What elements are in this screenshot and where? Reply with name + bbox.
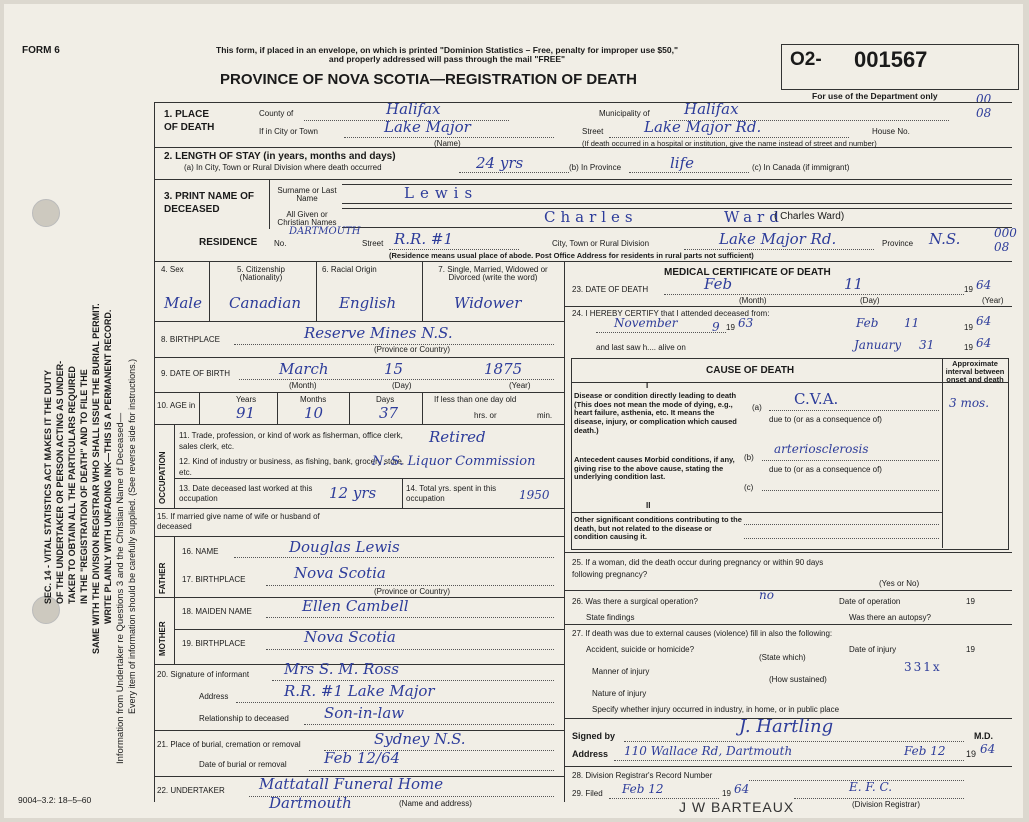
relationship-label: Relationship to deceased (199, 714, 289, 723)
city-value: Lake Major (384, 118, 471, 136)
rule (629, 172, 749, 173)
occupation-side-label: OCCUPATION (158, 451, 167, 504)
interval-label: Approximate interval between onset and death (945, 359, 1005, 384)
undertaker-label: 22. UNDERTAKER (157, 786, 225, 795)
death-month-caption: (Month) (739, 296, 767, 305)
surname-label: Surname or Last Name (277, 186, 337, 204)
rule (564, 624, 1012, 625)
rule (154, 102, 1012, 103)
city-label: If in City or Town (259, 127, 318, 136)
county-value: Halifax (386, 100, 441, 118)
sex-value: Male (164, 294, 202, 312)
rule (762, 460, 939, 461)
residence-street-label: Street (362, 239, 384, 248)
rule (459, 172, 569, 173)
side-instruction-7: Information from Undertaker re Questions 3 and the Christian Name of Deceased— (115, 412, 126, 764)
rule (349, 392, 350, 424)
antecedent-label: Antecedent causes Morbid conditions, if any, giving rise to the above cause, stating the underlying condition last. (574, 455, 735, 482)
due-to-a: due to (or as a consequence of) (769, 415, 882, 424)
signed-by-label: Signed by (572, 731, 616, 741)
registrar-signature: E. F. C. (849, 780, 893, 794)
attended-from-century: 19 (726, 323, 735, 332)
burial-place-value: Sydney N.S. (374, 730, 466, 748)
attended-to-century: 19 (964, 323, 973, 332)
last-worked-label: 13. Date deceased last worked at this occupation (179, 484, 313, 504)
birthplace-value: Reserve Mines N.S. (304, 324, 453, 342)
interval-a-value: 3 mos. (949, 396, 990, 410)
rule (744, 538, 939, 539)
age-months-value: 10 (304, 404, 324, 422)
dob-month-value: March (279, 360, 329, 378)
given-name-1-value: Charles (544, 208, 638, 226)
sustained-caption: (How sustained) (769, 675, 827, 684)
burial-place-label: 21. Place of burial, cremation or removal (157, 740, 301, 749)
rule (304, 724, 554, 725)
age-years-value: 91 (236, 404, 256, 422)
rule (154, 730, 564, 731)
citizenship-value: Canadian (229, 294, 302, 312)
address-date-value: Feb 12 (904, 744, 946, 758)
manner-label: Manner of injury (592, 667, 650, 676)
marital-status-label: 7. Single, Married, Widowed or Divorced (write the word) (438, 265, 548, 283)
certify-label: 24. I HEREBY CERTIFY that I attended deceased from: (572, 309, 770, 318)
rule (342, 203, 1012, 204)
filed-value: Feb 12 (622, 782, 664, 796)
q29-label: 29. Filed (572, 789, 603, 798)
side-instruction-1: SEC. 14 - VITAL STATISTICS ACT MAKES IT THE DUTY (43, 369, 53, 604)
rule (342, 227, 1012, 228)
informant-address-label: Address (199, 692, 229, 701)
rule (664, 294, 964, 295)
informant-address-value: R.R. #1 Lake Major (284, 682, 435, 700)
rule (564, 590, 1012, 591)
total-years-value: 1950 (519, 488, 550, 502)
birthplace-label: 8. BIRTHPLACE (161, 335, 220, 344)
informant-signature-label: 20. Signature of informant (157, 670, 250, 679)
last-saw-century: 19 (964, 343, 973, 352)
industry-value: N. S. Liquor Commission (372, 454, 536, 469)
dept-use-label: For use of the Department only (812, 91, 938, 101)
attended-to-year: 64 (976, 314, 992, 328)
rule (209, 261, 210, 321)
death-century: 19 (964, 285, 973, 294)
residence-label: RESIDENCE (199, 237, 258, 248)
registrar-caption: (Division Registrar) (852, 800, 921, 809)
registration-prefix: O2- (790, 49, 822, 70)
last-saw-year: 64 (976, 336, 992, 350)
rule (564, 552, 1012, 553)
name-caption: (Name) (434, 139, 461, 148)
side-instruction-4: IN THE "REGISTRATION OF DEATH" AND TO FILE THE (79, 369, 89, 604)
side-instruction-5: SAME WITH THE DIVISION REGISTRAR WHO SHALL ISSUE THE BURIAL PERMIT. (91, 303, 101, 654)
rule (269, 179, 270, 229)
attended-to-day: 11 (904, 316, 920, 330)
last-saw-label: and last saw h.... alive on (596, 343, 686, 352)
residence-city-value: Lake Major Rd. (719, 230, 837, 248)
hospital-note: (If death occurred in a hospital or institution, give the name instead of street and number) (582, 139, 877, 148)
significant-conditions-label: Other significant conditions contributing to the death, but not related to the disease or condition causing it. (574, 515, 742, 542)
last-saw-day: 31 (919, 338, 935, 352)
nature-label: Nature of injury (592, 689, 647, 698)
father-name-value: Douglas Lewis (289, 538, 400, 556)
sex-label: 4. Sex (161, 265, 184, 274)
rule (154, 357, 564, 358)
rule (154, 392, 564, 393)
father-birthplace-caption: (Province or Country) (374, 587, 451, 596)
dept-code-1: 00 08 (976, 92, 992, 120)
attended-to-month: Feb (856, 316, 879, 330)
dob-year-caption: (Year) (509, 381, 531, 390)
rule (564, 261, 565, 802)
mother-maiden-label: 18. MAIDEN NAME (182, 607, 252, 616)
rule (762, 490, 939, 491)
disease-label: Disease or condition directly leading to death (This does not mean the mode of dying, e.g., heart failure, asthenia, etc. It means the disease, injury, or complication which caused death.) (574, 391, 737, 435)
rule (266, 649, 554, 650)
last-worked-value: 12 yrs (329, 484, 377, 502)
death-year-value: 64 (976, 278, 992, 292)
cause-b-label: (b) (744, 453, 754, 462)
cause-b-value: arteriosclerosis (774, 442, 869, 456)
industry-label: 12. Kind of industry or business, as fishing, bank, grocery store, etc. (179, 457, 405, 478)
citizenship-label: 5. Citizenship (Nationality) (236, 265, 286, 283)
rule (234, 557, 554, 558)
trade-value: Retired (429, 428, 486, 446)
minutes-label: min. (537, 411, 553, 420)
dob-year-value: 1875 (484, 360, 523, 378)
state-which-caption: (State which) (759, 653, 806, 662)
rule (564, 766, 1012, 767)
side-instruction-3: TAKER TO OBTAIN ALL THE PARTICULARS REQUIRED (67, 366, 77, 604)
residence-no-value: DARTMOUTH (289, 226, 361, 237)
residence-province-label: Province (882, 239, 914, 248)
given-name-2-value: Ward (724, 208, 784, 226)
dob-month-caption: (Month) (289, 381, 317, 390)
side-instruction-8: Every item of information should be carefully supplied. (See reverse side for instructions.) (127, 358, 137, 714)
age-years-label: Years (236, 395, 257, 404)
attended-from-month: November (614, 316, 678, 330)
municipality-label: Municipality of (599, 109, 650, 118)
less-than-day-label: If less than one day old (434, 395, 517, 404)
rule (422, 261, 423, 321)
place-of-death-label: 1. PLACE OF DEATH (164, 109, 215, 133)
rule (309, 770, 554, 771)
rule (272, 680, 554, 681)
filed-century: 19 (722, 789, 731, 798)
rule (154, 321, 564, 322)
mail-notice: This form, if placed in an envelope, on which is printed "Dominion Statistics – Free, penalty for improper use $50," and properly addressed will pass through the mail "FREE" (216, 45, 678, 64)
q27-label: 27. If death was due to external causes (violence) fill in also the following: (572, 629, 833, 638)
accident-label: Accident, suicide or homicide? (586, 645, 695, 654)
date-of-death-label: 23. DATE OF DEATH (572, 285, 649, 294)
age-months-label: Months (300, 395, 327, 404)
medical-certificate-title: MEDICAL CERTIFICATE OF DEATH (664, 267, 831, 278)
dob-day-value: 15 (384, 360, 404, 378)
residence-city-label: City, Town or Rural Division (552, 239, 650, 248)
rule (422, 392, 423, 424)
undertaker-city-value: Dartmouth (269, 794, 352, 812)
operation-century: 19 (966, 597, 975, 606)
rule (571, 512, 942, 513)
autopsy-label: Was there an autopsy? (849, 613, 931, 622)
rule (236, 702, 554, 703)
rule (344, 137, 554, 138)
death-month-value: Feb (704, 275, 733, 293)
burial-date-label: Date of burial or removal (199, 760, 287, 769)
side-instruction-2: OF THE UNDERTAKER OR PERSON ACTING AS UNDER- (55, 360, 65, 604)
address-year-value: 64 (980, 742, 996, 756)
q26-label: 26. Was there a surgical operation? (572, 597, 698, 606)
rule (154, 424, 564, 425)
mother-maiden-value: Ellen Cambell (302, 597, 409, 615)
form-number: FORM 6 (22, 45, 60, 56)
injury-date-label: Date of injury (849, 645, 897, 654)
operation-date-label: Date of operation (839, 597, 901, 606)
cause-c-label: (c) (744, 483, 754, 492)
death-registration-form (4, 4, 1023, 818)
rule (624, 741, 964, 742)
undertaker-caption: (Name and address) (399, 799, 472, 808)
mother-birthplace-label: 19. BIRTHPLACE (182, 639, 246, 648)
punch-hole-top (32, 199, 60, 227)
informant-signature-value: Mrs S. M. Ross (284, 660, 399, 678)
rule (744, 524, 939, 525)
age-days-value: 37 (379, 404, 399, 422)
father-birthplace-label: 17. BIRTHPLACE (182, 575, 246, 584)
filed-year-value: 64 (734, 782, 750, 796)
stay-a-value: 24 yrs (476, 154, 524, 172)
length-of-stay-label: 2. LENGTH OF STAY (in years, months and days) (164, 151, 396, 162)
street-label: Street (582, 127, 604, 136)
cause-of-death-title: CAUSE OF DEATH (706, 365, 795, 376)
footer-code: 9004–3.2: 18–5–60 (18, 795, 92, 805)
death-day-value: 11 (844, 275, 864, 293)
marital-status-value: Widower (454, 294, 522, 312)
form-title: PROVINCE OF NOVA SCOTIA—REGISTRATION OF DEATH (220, 71, 637, 88)
rule (769, 410, 939, 411)
rule (154, 261, 1012, 262)
residence-street-value: R.R. #1 (394, 230, 454, 248)
mother-birthplace-value: Nova Scotia (304, 628, 396, 646)
death-year-caption: (Year) (982, 296, 1004, 305)
relationship-value: Son-in-law (324, 704, 405, 722)
rule (942, 358, 943, 548)
rule (571, 382, 1008, 383)
rule (614, 760, 964, 761)
rule (239, 379, 554, 380)
state-findings-label: State findings (586, 613, 635, 622)
rule (342, 208, 1012, 209)
cause-a-value: C.V.A. (794, 390, 839, 408)
rule (154, 536, 564, 537)
dob-label: 9. DATE OF BIRTH (161, 369, 231, 378)
manner-code: 331x (904, 660, 942, 674)
attended-from-year: 63 (738, 316, 754, 330)
county-label: County of (259, 109, 294, 118)
q25-label: 25. If a woman, did the death occur during pregnancy or within 90 days following pregnancy? (572, 558, 824, 579)
rule (266, 617, 554, 618)
address-value: 110 Wallace Rd, Dartmouth (624, 744, 793, 758)
rule (277, 392, 278, 424)
given-names-paren: ( Charles Ward) (774, 211, 845, 222)
due-to-b: due to (or as a consequence of) (769, 465, 882, 474)
cause-a-label: (a) (752, 403, 762, 412)
rule (564, 306, 1012, 307)
residence-note: (Residence means usual place of abode. Post Office Address for residents in rural parts not sufficient) (389, 251, 754, 260)
md-label: M.D. (974, 731, 993, 741)
attended-from-day: 9 (712, 320, 720, 334)
given-names-label: All Given or Christian Names (277, 210, 337, 228)
trade-label: 11. Trade, profession, or kind of work as fisherman, office clerk, sales clerk, etc. (179, 431, 403, 452)
residence-province-value: N.S. (929, 230, 961, 248)
age-days-label: Days (376, 395, 395, 404)
municipality-value: Halifax (684, 100, 739, 118)
rule (316, 261, 317, 321)
burial-date-value: Feb 12/64 (324, 749, 401, 767)
undertaker-name-value: Mattatall Funeral Home (259, 775, 444, 793)
racial-origin-value: English (339, 294, 397, 312)
rule (266, 585, 554, 586)
age-label: 10. AGE in (157, 401, 196, 410)
stay-a-label: (a) In City, Town or Rural Division where death occurred (184, 163, 382, 172)
surname-value: Lewis (404, 184, 479, 202)
registrar-stamp: J W BARTEAUX (679, 799, 795, 815)
rule (596, 332, 726, 333)
stay-b-value: life (670, 154, 695, 172)
rule (174, 424, 175, 508)
rule (684, 249, 874, 250)
rule (174, 536, 175, 664)
father-name-label: 16. NAME (182, 547, 219, 556)
specify-label: Specify whether injury occurred in industry, in home, or in public place (592, 705, 840, 714)
address-label: Address (572, 749, 609, 759)
stay-b-label: (b) In Province (569, 163, 622, 172)
dept-code-2: 000 08 (994, 226, 1017, 254)
section-i-label: I (646, 381, 649, 390)
father-side-label: FATHER (158, 562, 167, 594)
mother-side-label: MOTHER (158, 621, 167, 656)
q28-label: 28. Division Registrar's Record Number (572, 771, 713, 780)
last-saw-month: January (854, 338, 902, 352)
hours-label: hrs. or (474, 411, 497, 420)
rule (154, 102, 155, 802)
signed-by-value: J. Hartling (739, 716, 834, 737)
death-day-caption: (Day) (860, 296, 880, 305)
q26-value: no (759, 588, 774, 602)
section-ii-label: II (646, 501, 651, 510)
dob-day-caption: (Day) (392, 381, 412, 390)
spouse-label: 15. If married give name of wife or husband of deceased (157, 512, 320, 532)
residence-no-label: No. (274, 239, 287, 248)
registration-number: 001567 (854, 47, 928, 72)
injury-century: 19 (966, 645, 975, 654)
rule (389, 249, 519, 250)
rule (402, 478, 403, 508)
father-birthplace-value: Nova Scotia (294, 564, 386, 582)
rule (609, 137, 849, 138)
address-century: 19 (966, 749, 977, 759)
rule (794, 798, 964, 799)
street-value: Lake Major Rd. (644, 118, 762, 136)
rule (154, 508, 564, 509)
q25-yes-no: (Yes or No) (879, 579, 920, 588)
rule (154, 179, 1012, 180)
total-years-label: 14. Total yrs. spent in this occupation (406, 484, 497, 504)
house-number-label: House No. (872, 127, 910, 136)
stay-c-label: (c) In Canada (if immigrant) (752, 163, 850, 172)
rule (174, 478, 564, 479)
rule (199, 392, 200, 424)
side-instruction-6: WRITE PLAINLY WITH UNFADING INK—THIS IS A PERMANENT RECORD. (103, 309, 113, 624)
deceased-name-label: 3. PRINT NAME OF DECEASED (164, 191, 255, 215)
birthplace-caption: (Province or Country) (374, 345, 451, 354)
racial-origin-label: 6. Racial Origin (322, 265, 377, 274)
